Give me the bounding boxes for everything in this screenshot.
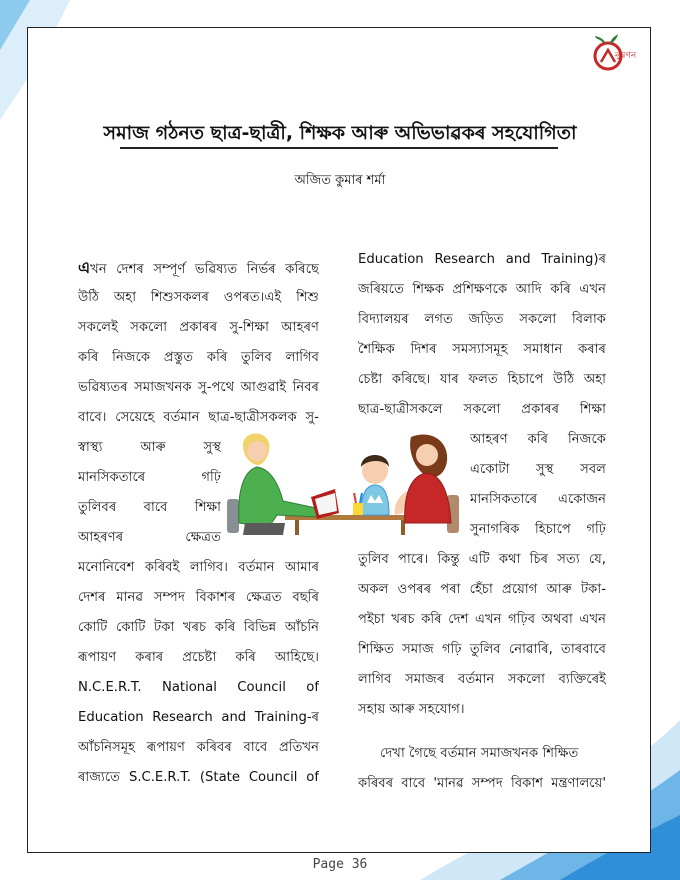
article-title: সমাজ গঠনত ছাত্ৰ-ছাত্ৰী, শিক্ষক আৰু অভিভাৱকৰ সহযোগিতা [103, 122, 577, 144]
text-line: আহৰণ কৰি নিজকে [470, 432, 606, 447]
text-line: কৰিবৰ বাবে 'মানৱ সম্পদ বিকাশ মন্ত্ৰণালয়ে' [358, 776, 606, 791]
text-line: শৈক্ষিক দিশৰ সমস্যাসমূহ সমাধান কৰাৰ [358, 342, 606, 357]
text-line: বাবে। সেয়েহে বৰ্তমান ছাত্ৰ-ছাত্ৰীসকলক সু- [78, 410, 319, 425]
text-line: একোটা সুস্থ সবল [470, 462, 606, 477]
text-line: ৰাজ্যতে S.C.E.R.T. (State Council of [78, 770, 319, 785]
text-line: Education Research and Training-ৰ [78, 710, 319, 725]
text-line: মানসিকতাৰে একোজন [470, 492, 606, 507]
text-line: ছাত্ৰ-ছাত্ৰীসকলে সকলো প্ৰকাৰৰ শিক্ষা [358, 402, 606, 417]
text-line: মানসিকতাৰে গঢ়ি [78, 470, 221, 485]
text-line: সুনাগৰিক হিচাপে গঢ়ি [470, 522, 606, 537]
page-number: Page 36 [312, 857, 368, 872]
text-line: এখন দেশৰ সম্পূৰ্ণ ভৱিষ্যত নিৰ্ভৰ কৰিছে [78, 258, 319, 277]
text-line: সহায় আৰু সহযোগ। [358, 702, 465, 717]
text-line: দেখা গৈছে বৰ্তমান সমাজখনক শিক্ষিত [380, 746, 579, 761]
teacher-student-parent-illustration [225, 427, 465, 535]
text-line: উঠি অহা শিশুসকলৰ ওপৰত।এই শিশু [78, 290, 319, 305]
text-line: চেষ্টা কৰিছে। যাৰ ফলত হিচাপে উঠি অহা [358, 372, 606, 387]
text-line: কোটি কোটি টকা খৰচ কৰি বিভিন্ন আঁচনি [78, 620, 319, 635]
text-line: ৰূপায়ণ কৰাৰ প্ৰচেষ্টা কৰি আহিছে। [78, 650, 319, 665]
text-line: অকল ওপৰৰ পৰা হেঁচা প্ৰয়োগ আৰু টকা- [358, 582, 606, 597]
text-line: স্বাস্থ্য আৰু সুস্থ [78, 440, 221, 455]
text-line: সকলেই সকলো প্ৰকাৰৰ সু-শিক্ষা আহৰণ [78, 320, 319, 335]
text-line: তুলিবৰ বাবে শিক্ষা [78, 500, 221, 515]
author-name: অজিত কুমাৰ শৰ্মা [294, 173, 386, 188]
text-line: কৰি নিজকে প্ৰস্তুত কৰি তুলিব লাগিব [78, 350, 319, 365]
title-underline [120, 147, 558, 149]
text-line: আঁচনিসমূহ ৰূপায়ণ কৰিবৰ বাবে প্ৰতিখন [78, 740, 319, 755]
text-line: তুলিব পাৰে। কিন্তু এটি কথা চিৰ সত্য যে, [358, 552, 606, 567]
text-line: ভৱিষ্যতৰ সমাজখনক সু-পথে আগুৱাই নিবৰ [78, 380, 319, 395]
text-line: জৰিয়তে শিক্ষক প্ৰশিক্ষণকে আদি কৰি এখন [358, 282, 606, 297]
text-line: শিক্ষিত সমাজ গঢ়ি তুলিব নোৱাৰি, তাৰবাবে [358, 642, 606, 657]
text-line: পইচা খৰচ কৰি দেশ এখন গঢ়িব অথবা এখন [358, 612, 606, 627]
text-line: দেশৰ মানৱ সম্পদ বিকাশৰ ক্ষেত্ৰত বছৰি [78, 590, 319, 605]
text-line: N.C.E.R.T. National Council of [78, 680, 319, 695]
text-line: বিদ্যালয়ৰ লগত জড়িত সকলো বিলাক [358, 312, 606, 327]
logo-text: নুৰণন [615, 51, 637, 61]
drop-letter: এ [78, 258, 91, 277]
text-line: আহৰণৰ ক্ষেত্ৰত [78, 530, 221, 545]
text-line: মনোনিবেশ কৰিবই লাগিব। বৰ্তমান আমাৰ [78, 560, 319, 575]
text-line: Education Research and Training)ৰ [358, 252, 606, 267]
text-line: লাগিব সমাজৰ বৰ্তমান সকলো ব্যক্তিৰেই [358, 672, 606, 687]
